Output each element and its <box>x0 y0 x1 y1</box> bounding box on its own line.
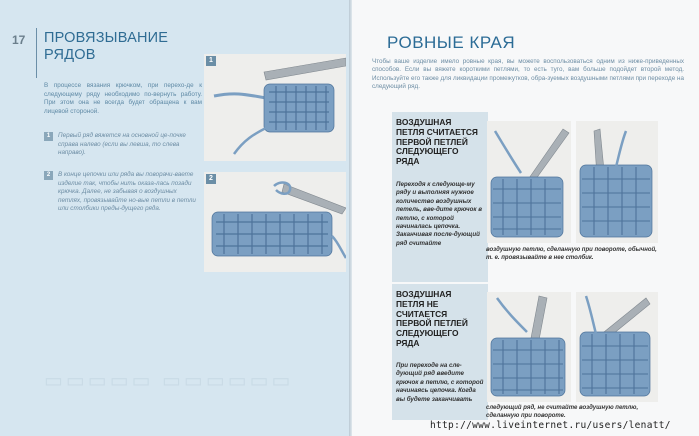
step-1 <box>44 132 202 158</box>
crochet-photo-4-image <box>576 121 658 243</box>
step-1-number: 1 <box>44 132 53 141</box>
method-1-heading-line: РЯДА <box>396 156 420 167</box>
method-2-heading <box>396 290 488 349</box>
method-1-heading-line: ВОЗДУШНАЯ <box>396 117 452 127</box>
step-2-text: В конце цепочки или ряда вы поворачи-ваете изделие так, чтобы нить оказа-лась позади крючка. Далее, не забывая о воздушных петлях, провязывайте но-вые петли в петли или столбики преды-дущего ряда. <box>58 171 196 213</box>
step-2 <box>44 171 202 214</box>
footer-url[interactable]: http://www.liveinternet.ru/users/lenatt/ <box>430 420 671 431</box>
crochet-photo-3-image <box>487 121 571 243</box>
method-2-heading-line: СЛЕДУЮЩЕГО <box>396 328 459 339</box>
method-2-heading-line: ПЕРВОЙ ПЕТЛЕЙ <box>396 318 468 329</box>
photo-2-label: 2 <box>206 174 216 184</box>
step-2-number: 2 <box>44 171 53 180</box>
method-2-heading-line: СЧИТАЕТСЯ <box>396 308 448 319</box>
right-title: РОВНЫЕ КРАЯ <box>387 33 516 52</box>
photo-step-2 <box>204 172 346 272</box>
title-rule <box>36 28 37 78</box>
method-1-heading-line: ПЕТЛЯ СЧИТАЕТСЯ <box>396 126 478 137</box>
photo-step-1 <box>204 54 346 161</box>
crochet-photo-1-image <box>204 54 346 161</box>
method-1-caption: воздушную петлю, сделанную при повороте, обычной, т. е. провязывайте в нее столбик. <box>486 247 657 261</box>
method-1-heading-line: ПЕРВОЙ ПЕТЛЕЙ <box>396 136 468 147</box>
right-intro: Чтобы ваше изделие имело ровные края, вы можете воспользоваться одним из ниже-приведенных способов. Если вы вяжете короткими петлями, то есть туго, вам больше подойдет второй метод. Используйте его также для ликвидации промежутков, обра-зуемых воздушными петлями при переходе на следующий ряд. <box>372 58 684 91</box>
crochet-photo-6-image <box>576 292 658 402</box>
method-2-body: При переходе на сле-дующий ряд введите крючок в петлю, с которой начинаясь цепочка. Когда вы будете заканчивать <box>396 362 484 403</box>
left-intro: В процессе вязания крючком, при перехо-де к следующему ряду необходимо по-вернуть работу. При этом она не всегда будет обращена к вам лицевой стороной. <box>44 82 202 115</box>
method-2-caption: следующий ряд, не считайте воздушную петлю, сделанную при повороте. <box>486 405 639 419</box>
left-title-line2: РЯДОВ <box>44 47 96 63</box>
left-title-line1: ПРОВЯЗЫВАНИЕ <box>44 30 169 46</box>
method-1-photo-b <box>576 121 658 243</box>
method-1-photo-a <box>487 121 571 243</box>
method-2-heading-line: ПЕТЛЯ НЕ <box>396 298 439 309</box>
method-1-heading <box>396 118 488 167</box>
photo-1-label: 1 <box>206 56 216 66</box>
left-watermark-text: ▭▭▭▭▭ ▭▭▭▭▭▭ <box>44 370 294 392</box>
method-2-photo-a <box>487 292 571 402</box>
left-title <box>44 30 168 64</box>
method-1-heading-line: СЛЕДУЮЩЕГО <box>396 146 459 157</box>
page-number: 17 <box>12 33 26 47</box>
method-2-heading-line: ВОЗДУШНАЯ <box>396 289 452 299</box>
crochet-photo-2-image <box>204 172 346 272</box>
step-1-text: Первый ряд вяжется на основной це-почке справа налево (если вы левша, то слева направо). <box>58 132 186 157</box>
crochet-photo-5-image <box>487 292 571 402</box>
method-1-body: Переходя к следующе-му ряду и выполняя нужное количество воздушных петель, вве-дите крючок в петлю, с которой начиналась цепочка. Заканчивая после-дующий ряд считайте <box>396 181 482 247</box>
method-2-photo-b <box>576 292 658 402</box>
method-2-heading-line: РЯДА <box>396 337 420 348</box>
